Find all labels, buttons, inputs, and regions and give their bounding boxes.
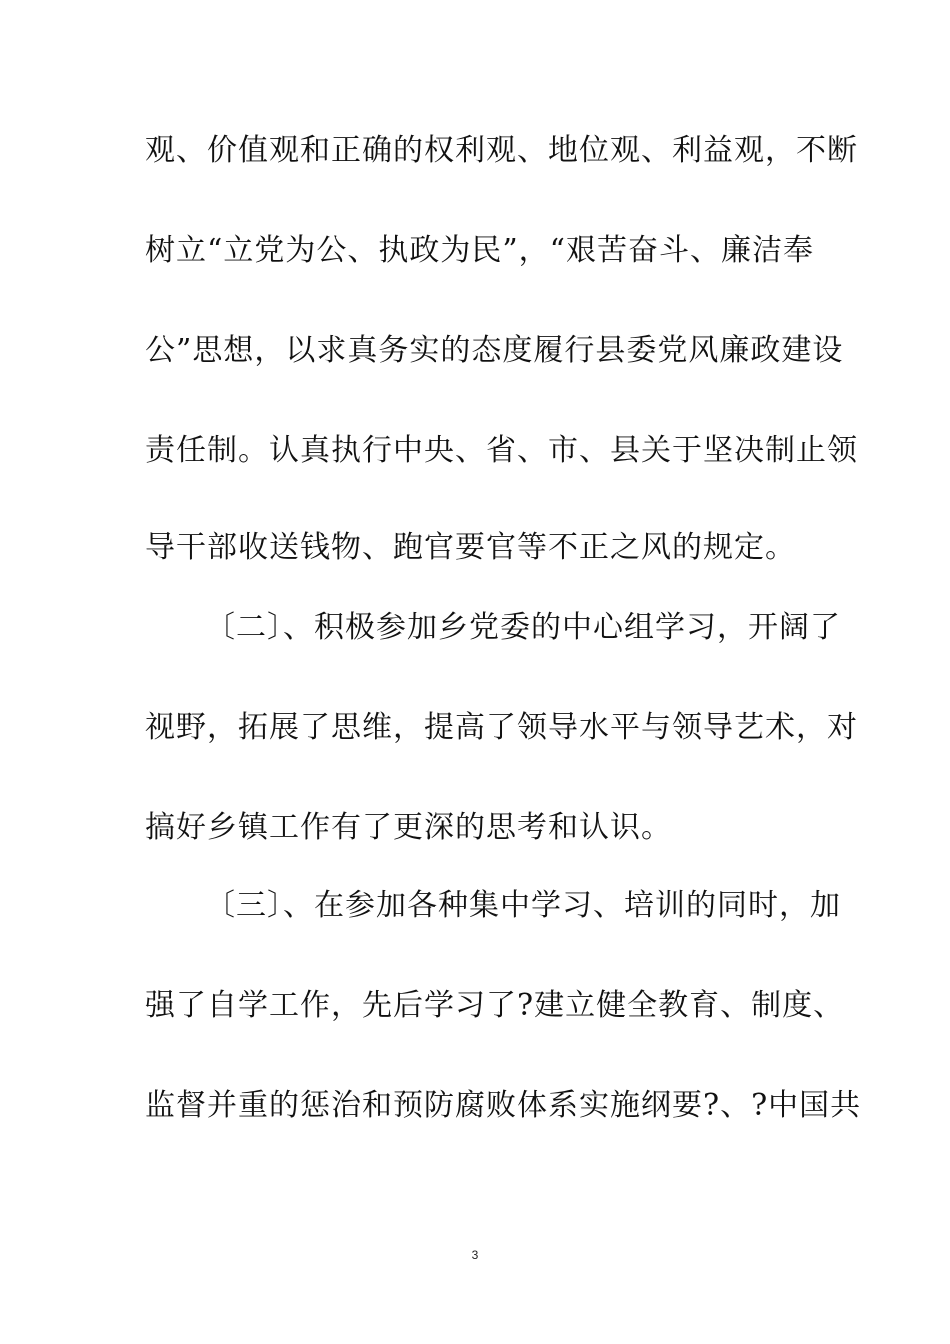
body-text-line: 树立“立党为公、执政为民”，“艰苦奋斗、廉洁奉 [145,233,815,268]
body-text-line: 责任制。认真执行中央、省、市、县关于坚决制止领 [145,433,858,468]
page-number: 3 [471,1248,479,1262]
body-text-line: 监督并重的惩治和预防腐败体系实施纲要?、?中国共 [145,1088,862,1123]
body-text-line: 视野，拓展了思维，提高了领导水平与领导艺术，对 [145,710,858,745]
paragraph-start-line: 〔三〕、在参加各种集中学习、培训的同时，加 [205,888,841,923]
body-text-line: 搞好乡镇工作有了更深的思考和认识。 [145,810,672,845]
body-text-line: 观、价值观和正确的权利观、地位观、利益观，不断 [145,133,858,168]
paragraph-start-line: 〔二〕、积极参加乡党委的中心组学习，开阔了 [205,610,841,645]
body-text-line: 公”思想，以求真务实的态度履行县委党风廉政建设 [145,333,844,368]
body-text-line: 强了自学工作，先后学习了?建立健全教育、制度、 [145,988,845,1023]
body-text-line: 导干部收送钱物、跑官要官等不正之风的规定。 [145,530,796,565]
